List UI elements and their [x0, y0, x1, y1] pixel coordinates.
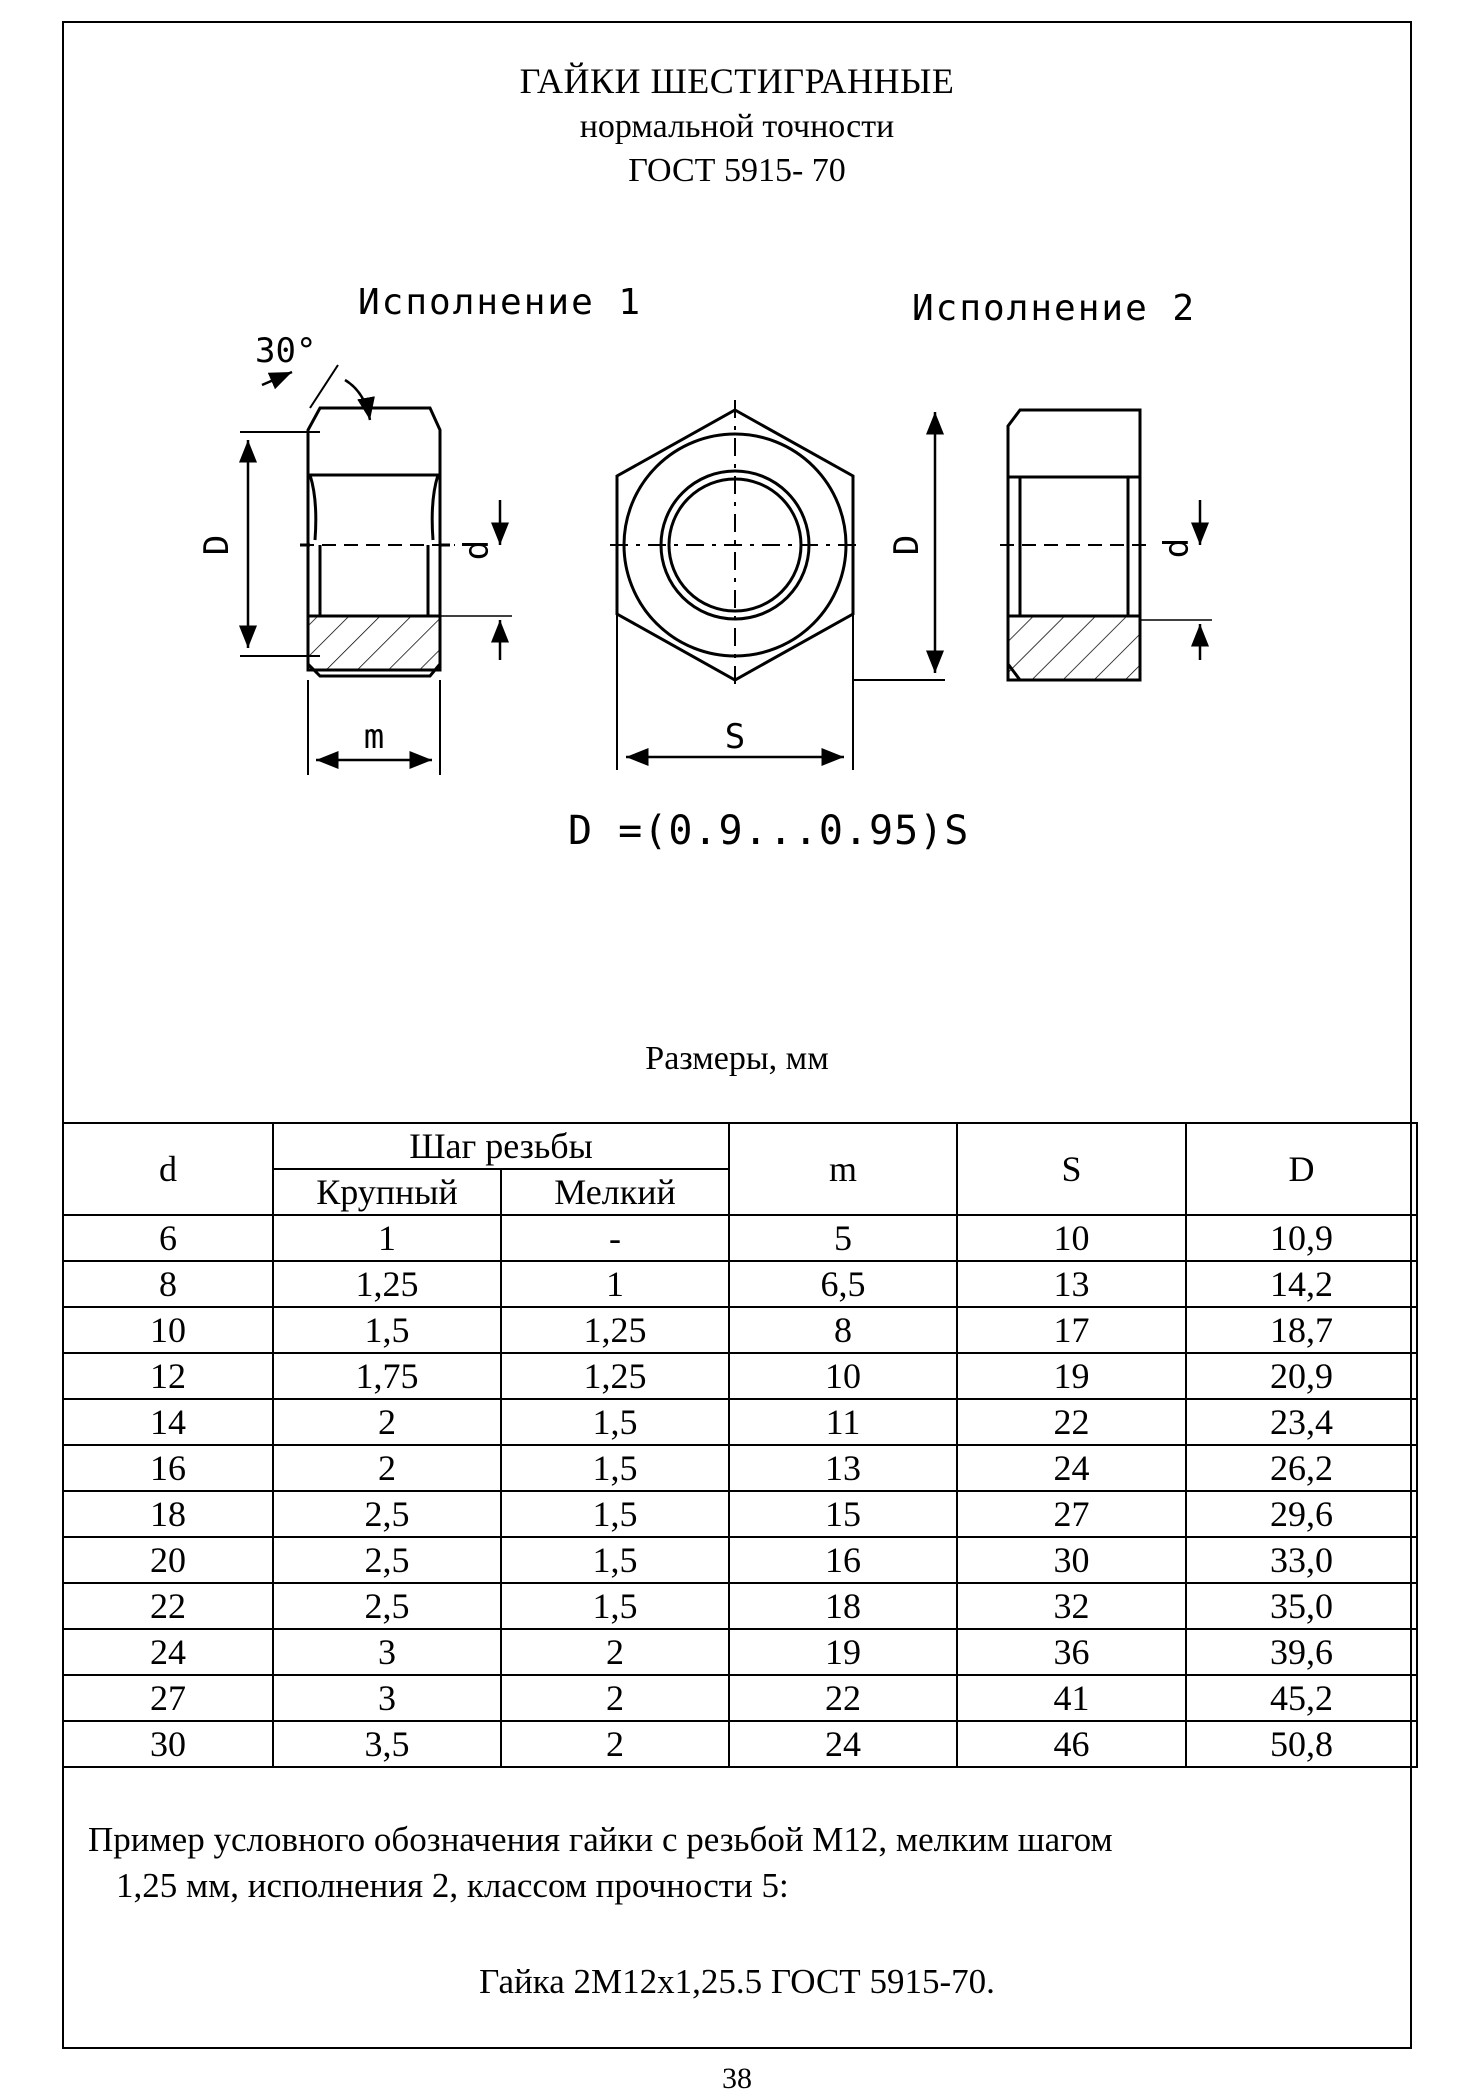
note-line-1: Пример условного обозначения гайки с резьбой М12, мелким шагом [88, 1820, 1113, 1859]
angle-label: 30° [255, 331, 317, 371]
header-coarse: Крупный [273, 1169, 501, 1215]
table-row: 8 1,25 1 6,5 13 14,2 [63, 1261, 1417, 1307]
header-m: m [729, 1123, 957, 1215]
nut-drawing [0, 0, 1465, 900]
designation-note [88, 1817, 1388, 1909]
header-D: D [1186, 1123, 1417, 1215]
dim-m: m [363, 717, 385, 757]
formula: D =(0.9...0.95)S [568, 808, 970, 854]
table-row: 6 1 - 5 10 10,9 [63, 1215, 1417, 1261]
table-row: 27 3 2 22 41 45,2 [63, 1675, 1417, 1721]
header-pitch: Шаг резьбы [273, 1123, 729, 1169]
doc-title: ГАЙКИ ШЕСТИГРАННЫЕ [519, 61, 955, 101]
dim-D-right: D [887, 534, 927, 556]
variant-2-label: Исполнение 2 [912, 288, 1197, 329]
page-number: 38 [722, 2062, 752, 2095]
table-row: 10 1,5 1,25 8 17 18,7 [63, 1307, 1417, 1353]
dimensions-table [62, 1122, 1418, 1768]
variant-1-label: Исполнение 1 [358, 282, 643, 323]
sizes-caption: Размеры, мм [645, 1040, 829, 1077]
doc-subtitle: нормальной точности [579, 108, 895, 145]
table-row: 30 3,5 2 24 46 50,8 [63, 1721, 1417, 1767]
table-row: 12 1,75 1,25 10 19 20,9 [63, 1353, 1417, 1399]
variant-1-side-view [300, 408, 450, 676]
table-row: 20 2,5 1,5 16 30 33,0 [63, 1537, 1417, 1583]
table-row: 14 2 1,5 11 22 23,4 [63, 1399, 1417, 1445]
dim-S: S [724, 717, 746, 757]
table-row: 24 3 2 19 36 39,6 [63, 1629, 1417, 1675]
dim-D-left: D [197, 534, 237, 556]
table-row: 16 2 1,5 13 24 26,2 [63, 1445, 1417, 1491]
dim-d-variant-1: d [457, 539, 497, 561]
header-S: S [957, 1123, 1186, 1215]
table-row: 22 2,5 1,5 18 32 35,0 [63, 1583, 1417, 1629]
doc-standard: ГОСТ 5915- 70 [628, 152, 846, 189]
designation-example: Гайка 2М12х1,25.5 ГОСТ 5915-70. [479, 1962, 995, 2001]
header-d: d [63, 1123, 273, 1215]
table-row: 18 2,5 1,5 15 27 29,6 [63, 1491, 1417, 1537]
header-fine: Мелкий [501, 1169, 729, 1215]
dim-d-variant-2: d [1157, 537, 1197, 559]
note-line-2: 1,25 мм, исполнения 2, классом прочности 5: [116, 1866, 789, 1905]
